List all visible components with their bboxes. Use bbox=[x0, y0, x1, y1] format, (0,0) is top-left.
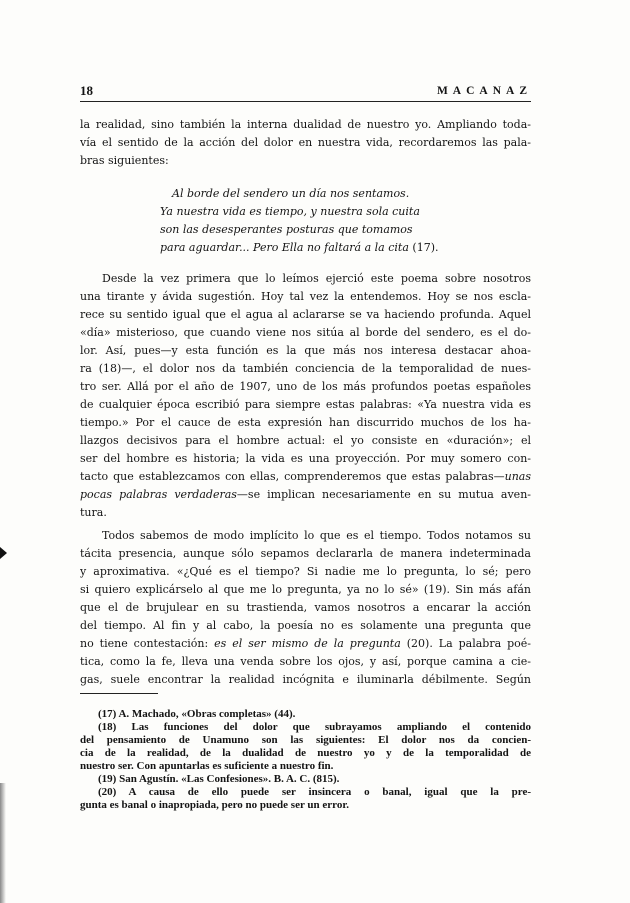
body-line: y aproximativa. «¿Qué es el tiempo? Si nadie me lo pregunta, lo sé; pero bbox=[80, 565, 531, 578]
body-line: tro ser. Allá por el año de 1907, uno de los más profundos poetas españoles bbox=[80, 380, 531, 393]
footnote-rule bbox=[80, 693, 158, 694]
body-line: lor. Así, pues—y esta función es la que más nos interesa destacar ahoa- bbox=[80, 344, 531, 357]
footnote-ref: (20). bbox=[406, 637, 433, 650]
body-line: una tirante y ávida sugestión. Hoy tal vez la entendemos. Hoy se nos escla- bbox=[80, 290, 531, 303]
footnote: (17) A. Machado, «Obras completas» (44). bbox=[98, 708, 296, 720]
body-text: —se implican necesariamente en su mutua aven- bbox=[236, 488, 531, 501]
footnote: nuestro ser. Con apuntarlas es suficiente a nuestro fin. bbox=[80, 760, 334, 772]
page-number: 18 bbox=[80, 83, 93, 98]
footnote: (20) A causa de ello puede ser insincera o banal, igual que la pre- bbox=[98, 786, 531, 798]
verse-line: Ya nuestra vida es tiempo, y nuestra sola cuita bbox=[160, 205, 420, 218]
italic-text: pocas palabras verdaderas bbox=[80, 488, 237, 501]
body-line: si quiero explicárselo al que me lo pregunta, ya no lo sé» (19). Sin más afán bbox=[80, 583, 531, 596]
running-head: MACANAZ bbox=[436, 85, 532, 97]
body-line: «día» misterioso, que cuando viene nos sitúa al borde del sendero, es el do- bbox=[80, 326, 531, 339]
body-line: la realidad, sino también la interna dualidad de nuestro yo. Ampliando toda- bbox=[80, 118, 531, 131]
body-line: Todos sabemos de modo implícito lo que es el tiempo. Todos notamos su bbox=[102, 529, 531, 542]
body-text: no tiene contestación: bbox=[80, 637, 209, 650]
body-line: rece su sentido igual que el agua al aclararse se va haciendo profunda. Aquel bbox=[80, 308, 531, 321]
italic-text: unas bbox=[504, 470, 531, 483]
body-line: ser del hombre es historia; la vida es una proyección. Por muy somero con- bbox=[80, 452, 531, 465]
body-text: La palabra poé- bbox=[438, 637, 531, 650]
body-line: del tiempo. Al fin y al cabo, la poesía no es solamente una pregunta que bbox=[80, 619, 531, 632]
body-line bbox=[80, 635, 531, 653]
verse-line bbox=[160, 239, 438, 257]
verse-line: son las desesperantes posturas que tomamos bbox=[160, 223, 413, 236]
verse-line-text: para aguardar... Pero Ella no faltará a la cita bbox=[160, 241, 409, 254]
footnote: cia de la realidad, de la dualidad de nuestro yo y de la temporalidad de bbox=[80, 747, 531, 759]
body-line: tiempo.» Por el cauce de esta expresión han discurrido muchos de los ha- bbox=[80, 416, 531, 429]
body-line: tura. bbox=[80, 506, 107, 519]
header-rule bbox=[80, 101, 531, 102]
verse-line: Al borde del sendero un día nos sentamos. bbox=[172, 187, 410, 200]
body-line bbox=[80, 486, 531, 504]
body-line: de cualquier época escribió para siempre estas palabras: «Ya nuestra vida es bbox=[80, 398, 531, 411]
footnote: del pensamiento de Unamuno son las siguientes: El dolor nos da concien- bbox=[80, 734, 531, 746]
body-line: tica, como la fe, lleva una venda sobre los ojos, y así, porque camina a cie- bbox=[80, 655, 531, 668]
margin-marker bbox=[0, 547, 7, 559]
footnote: (18) Las funciones del dolor que subrayamos ampliando el contenido bbox=[98, 721, 531, 733]
body-line: bras siguientes: bbox=[80, 154, 169, 167]
binding-edge bbox=[0, 783, 6, 903]
body-line: tácita presencia, aunque sólo sepamos declararla de manera indeterminada bbox=[80, 547, 531, 560]
body-line: que el de brujulear en su trastienda, vamos nosotros a encarar la acción bbox=[80, 601, 531, 614]
body-line bbox=[80, 468, 531, 486]
footnote-ref: (17). bbox=[412, 241, 439, 254]
body-line: Desde la vez primera que lo leímos ejerció este poema sobre nosotros bbox=[102, 272, 531, 285]
italic-text: es el ser mismo de la pregunta bbox=[214, 637, 401, 650]
body-text: tacto que establezcamos con ellas, comprenderemos que estas palabras— bbox=[80, 470, 505, 483]
body-line: llazgos decisivos para el hombre actual: el yo consiste en «duración»; el bbox=[80, 434, 531, 447]
body-line: vía el sentido de la acción del dolor en nuestra vida, recordaremos las pala- bbox=[80, 136, 531, 149]
footnote: gunta es banal o inapropiada, pero no puede ser un error. bbox=[80, 799, 349, 811]
body-line: gas, suele encontrar la realidad incógnita e iluminarla débilmente. Según bbox=[80, 673, 531, 686]
footnote: (19) San Agustín. «Las Confesiones». B. A. C. (815). bbox=[98, 773, 340, 785]
body-line: ra (18)—, el dolor nos da también conciencia de la temporalidad de nues- bbox=[80, 362, 531, 375]
